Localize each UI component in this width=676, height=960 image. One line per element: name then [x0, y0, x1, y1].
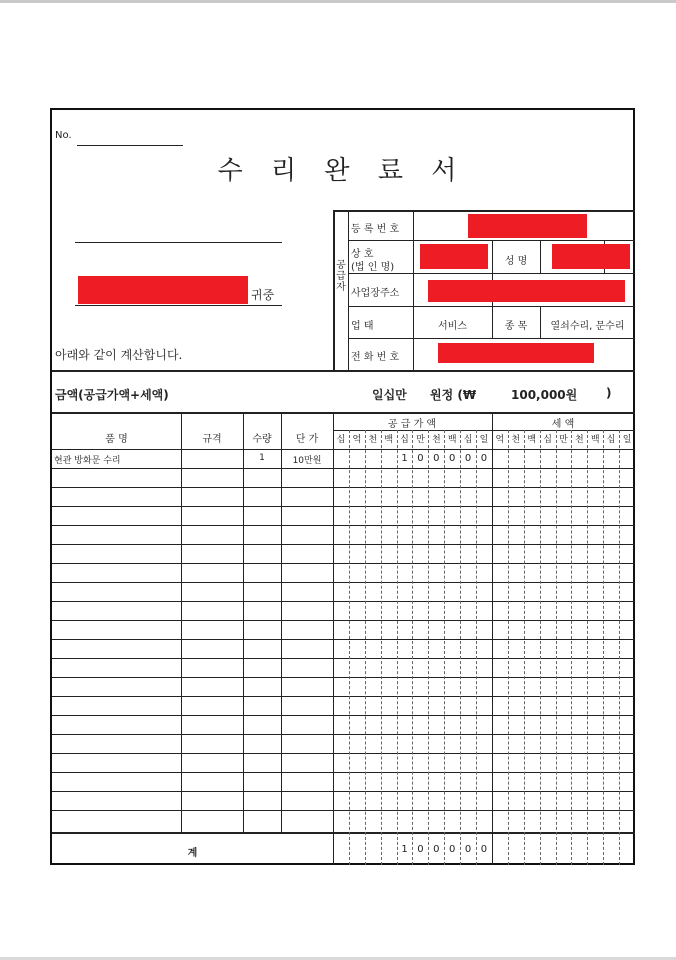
- amount-digit: 0: [480, 453, 488, 464]
- header-unit-price: 단 가: [295, 434, 319, 445]
- digit-line: [381, 430, 382, 865]
- digit-header: 천: [431, 435, 441, 445]
- biz-type-label: 업 태: [351, 321, 374, 332]
- company-label-sub: (법 인 명): [351, 262, 395, 273]
- digit-header: 백: [590, 435, 600, 445]
- amount-numeric: 100,000원: [511, 388, 578, 402]
- digit-header: 십: [336, 435, 346, 445]
- amount-close-paren: ): [606, 386, 612, 400]
- item-qty: 1: [259, 453, 265, 463]
- header-qty: 수량: [252, 434, 272, 445]
- no-label: No.: [55, 130, 72, 141]
- digit-header: 천: [368, 435, 378, 445]
- digit-line: [540, 430, 541, 865]
- digit-line: [444, 430, 445, 865]
- digit-header: 일: [479, 435, 489, 445]
- digit-line: [524, 430, 525, 865]
- digit-header: 억: [495, 435, 505, 445]
- row-line: [52, 582, 635, 583]
- header-tax-amount: 세 액: [551, 419, 575, 430]
- row-line: [52, 715, 635, 716]
- row-line: [52, 563, 635, 564]
- row-line: [52, 753, 635, 754]
- total-digit: 0: [464, 844, 472, 855]
- document-title: 수 리 완 료 서: [217, 156, 467, 186]
- amount-korean: 일십만: [372, 388, 407, 402]
- biz-type-value: 서비스: [438, 321, 467, 332]
- amount-top-border: [52, 370, 635, 372]
- reg-no-label: 등 록 번 호: [351, 224, 400, 235]
- header-bottom-border: [52, 449, 635, 450]
- digit-header: 천: [511, 435, 521, 445]
- total-digit: 0: [417, 844, 424, 855]
- row-line: [52, 601, 635, 602]
- row-line: [52, 544, 635, 545]
- digit-line: [428, 430, 429, 865]
- row-line: [52, 772, 635, 773]
- row-line: [52, 658, 635, 659]
- digit-header: 십: [543, 435, 552, 445]
- row-line: [52, 791, 635, 792]
- total-digit: 0: [433, 844, 440, 855]
- header-item: 품 명: [105, 434, 128, 445]
- name-label: 성 명: [504, 256, 528, 267]
- redacted-phone: [438, 343, 594, 363]
- digit-line: [556, 430, 557, 865]
- item-unit-price: 10만원: [292, 456, 322, 466]
- row-line: [52, 620, 635, 621]
- digit-header: 억: [352, 435, 362, 445]
- digit-line: [587, 430, 588, 865]
- tax-divider: [492, 412, 493, 865]
- amount-digit: 1: [401, 453, 408, 464]
- biz-item-label: 종 목: [504, 321, 528, 332]
- redacted-reg-no: [468, 214, 587, 238]
- recipient-suffix: 귀중: [251, 288, 275, 302]
- digit-line: [412, 430, 413, 865]
- digit-line: [397, 430, 398, 865]
- company-label: 상 호: [351, 249, 374, 260]
- row-line: [52, 639, 635, 640]
- digit-line: [571, 430, 572, 865]
- row-line: [52, 677, 635, 678]
- row-line: [52, 525, 635, 526]
- no-field-line: [77, 145, 183, 146]
- digit-line: [460, 430, 461, 865]
- amount-digit: 0: [433, 453, 440, 464]
- table-top-border: [52, 412, 635, 414]
- row-line: [52, 810, 635, 811]
- redacted-name: [552, 244, 630, 269]
- digit-header: 십: [606, 435, 616, 445]
- digit-header: 만: [416, 435, 425, 445]
- amount-digit: 0: [417, 453, 424, 464]
- redacted-recipient: [78, 276, 248, 304]
- row-line: [52, 468, 635, 469]
- supplier-top-border: [333, 210, 635, 212]
- digit-header: 십: [463, 435, 473, 445]
- phone-label: 전 화 번 호: [351, 352, 400, 363]
- row-line: [52, 487, 635, 488]
- amount-digit: 0: [449, 453, 456, 464]
- total-label: 계: [187, 848, 198, 859]
- digit-header: 일: [622, 435, 632, 445]
- digit-header: 만: [559, 435, 568, 445]
- row-line: [52, 696, 635, 697]
- amount-won-label: 원정 (₩: [430, 388, 477, 402]
- supplier-section-label: 공급자: [336, 260, 346, 293]
- redacted-address: [428, 280, 625, 302]
- statement-text: 아래와 같이 계산합니다.: [55, 348, 183, 362]
- total-digit: 1: [401, 844, 408, 855]
- digit-line: [365, 430, 366, 865]
- header-supply-amount: 공 급 가 액: [387, 419, 437, 430]
- total-digit: 0: [449, 844, 456, 855]
- total-digit: 0: [480, 844, 488, 855]
- row-line: [52, 506, 635, 507]
- digit-line: [349, 430, 350, 865]
- recipient-line-2: [75, 305, 282, 306]
- recipient-line-1: [75, 242, 282, 243]
- digit-header: 백: [447, 435, 457, 445]
- row-line: [52, 734, 635, 735]
- total-top-border: [52, 832, 635, 834]
- digit-line: [476, 430, 477, 865]
- digit-header: 천: [575, 435, 584, 445]
- digit-header: 백: [527, 435, 537, 445]
- address-label: 사업장주소: [351, 288, 400, 299]
- biz-item-value: 열쇠수리, 문수리: [550, 321, 625, 332]
- digit-header: 십: [400, 435, 409, 445]
- amount-digit: 0: [464, 453, 472, 464]
- top-border: [0, 0, 676, 3]
- item-name: 현관 방화문 수리: [54, 456, 121, 466]
- digit-line: [619, 430, 620, 865]
- redacted-company: [420, 244, 488, 269]
- digit-line: [603, 430, 604, 865]
- repair-completion-form: [50, 108, 635, 865]
- supplier-label-divider: [348, 210, 349, 370]
- digit-header: 백: [384, 435, 393, 445]
- header-spec: 규격: [202, 434, 222, 445]
- amount-label: 금액(공급가액+세액): [55, 388, 169, 402]
- digit-line: [508, 430, 509, 865]
